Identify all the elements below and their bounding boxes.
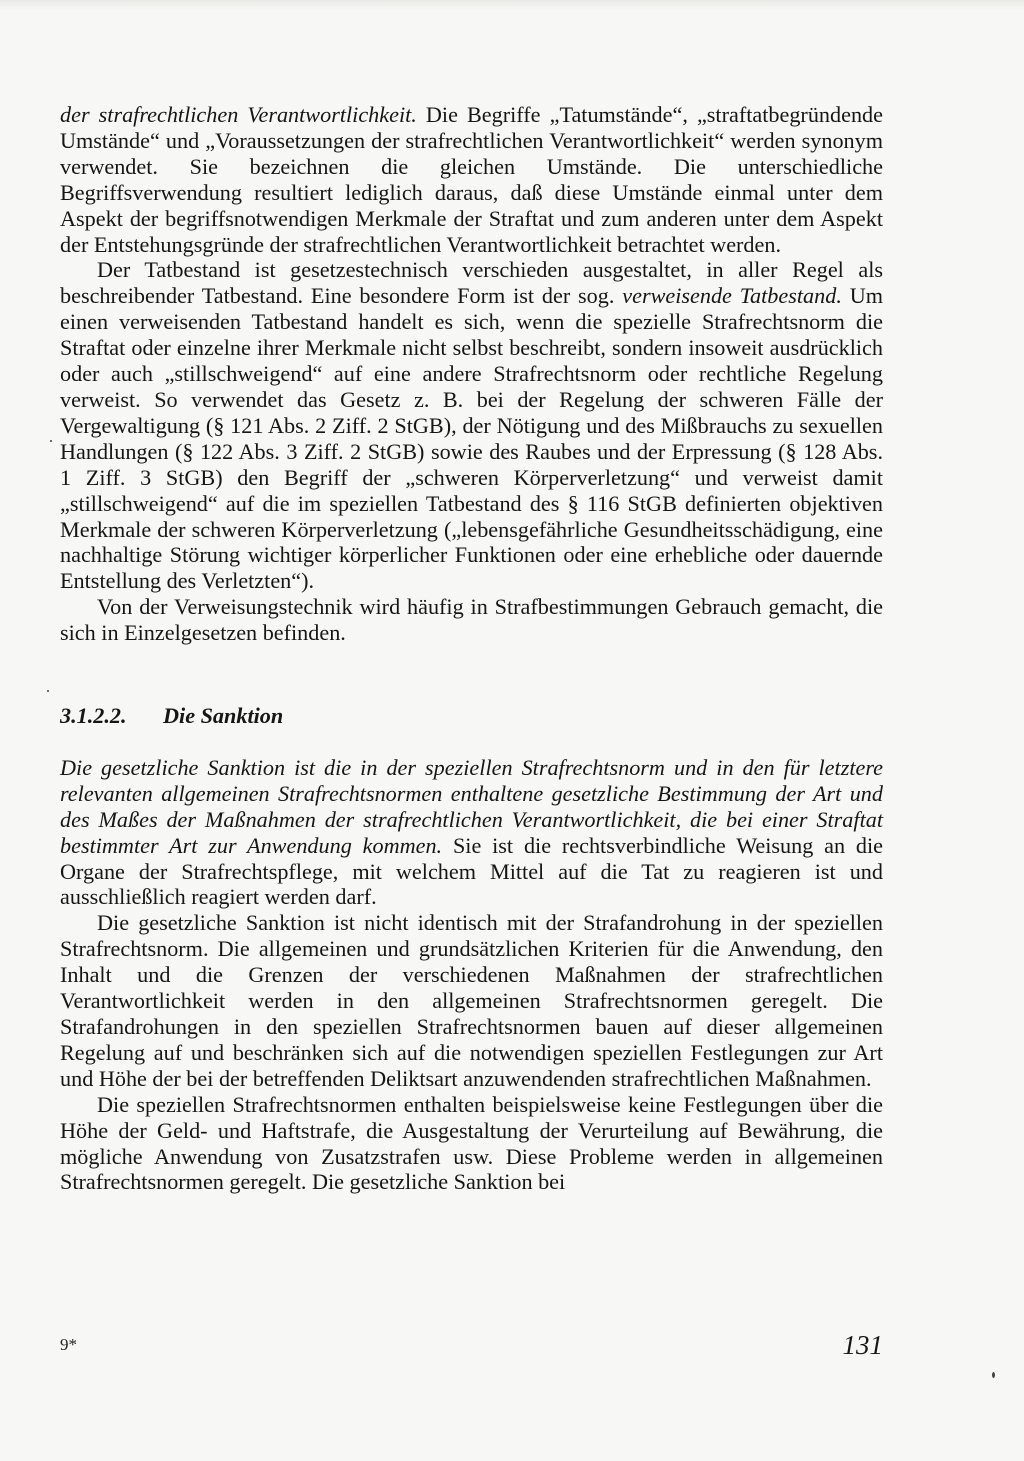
definition-text: Die gesetzliche Sanktion ist die in der speziellen Strafrechtsnorm und in den für letztere relevanten allgemeinen Strafrechtsnormen enthaltene gesetzliche Bestimmung der Art und des Maßes der Maßnahmen der strafrechtlichen Verantwortlichkeit, die bei einer Straftat bestimmter Art zur Anwendung kommen.: [60, 754, 883, 858]
paragraph-1: [60, 102, 883, 257]
scan-speck: [992, 1372, 995, 1378]
paragraph-2-text-b: Um einen verweisenden Tatbestand handelt es sich, wenn die spezielle Strafrechtsnorm die Straftat oder einzelne ihrer Merkmale nicht selbst beschreibt, sondern insoweit ausdrücklich oder auch „stillschweigend“ auf eine andere Strafrechtsnorm oder rechtliche Regelung verweist. So verwendet das Gesetz z. B. bei der Regelung der schweren Fälle der Vergewaltigung (§ 121 Abs. 2 Ziff. 2 StGB), der Nötigung und des Mißbrauchs zu sexuellen Handlungen (§ 122 Abs. 3 Ziff. 2 StGB) sowie des Raubes und der Erpressung (§ 128 Abs. 1 Ziff. 3 StGB) den Begriff der „schweren Körperverletzung“ und verweist damit „stillschweigend“ auf die im speziellen Tatbestand des § 116 StGB definierten objektiven Merkmale der schweren Körperverletzung („lebensgefährliche Gesundheitsschädigung, eine nachhaltige Störung wichtiger körperlicher Funktionen oder eine erhebliche oder dauernde Entstellung des Verletzten“).: [60, 283, 883, 594]
page-number: 131: [842, 1330, 883, 1360]
paragraph-4: [60, 755, 883, 910]
spacer: [60, 729, 883, 755]
paragraph-1-text: Die Begriffe „Tatumstände“, „straftatbegründende Umstände“ und „Voraussetzungen der strafrechtlichen Verantwortlichkeit“ werden synonym verwendet. Sie bezeichnen die gleichen Umstände. Die unterschiedliche Begriffsverwendung resultiert lediglich daraus, daß diese Umstände einmal unter dem Aspekt der begriffsnotwendigen Merkmale der Straftat und zum anderen unter dem Aspekt der Entstehungsgründe der strafrechtlichen Verantwortlichkeit betrachtet werden.: [60, 102, 883, 257]
paragraph-3: Von der Verweisungstechnik wird häufig in Strafbestimmungen Gebrauch gemacht, die sich in Einzelgesetzen befinden.: [60, 594, 883, 646]
spacer: [60, 646, 883, 703]
paragraph-2: [60, 257, 883, 594]
page-body: [60, 102, 883, 1195]
paragraph-2-text-a: Der Tatbestand ist gesetzestechnisch verschieden ausgestaltet, in aller Regel als beschreibender Tatbestand. Eine besondere Form ist der sog.: [60, 257, 883, 309]
paragraph-6: Die speziellen Strafrechtsnormen enthalten beispielsweise keine Festlegungen über die Höhe der Geld- und Haftstrafe, die Ausgestaltung der Verurteilung auf Bewährung, die mögliche Anwendung von Zusatzstrafen usw. Diese Probleme werden in allgemeinen Strafrechtsnormen geregelt. Die gesetzliche Sanktion bei: [60, 1091, 883, 1195]
signature-mark: 9*: [60, 1335, 77, 1354]
paragraph-2-emphasis: verweisende Tatbestand.: [622, 283, 842, 309]
section-number: 3.1.2.2.: [60, 703, 127, 729]
scan-edge: [0, 0, 1024, 10]
section-title: Die Sanktion: [163, 703, 284, 729]
section-heading: [60, 703, 883, 729]
scan-speck: [47, 690, 49, 692]
paragraph-4-text: Sie ist die rechtsverbindliche Weisung an die Organe der Strafrechtspflege, mit welchem Mittel auf die Tat zu reagieren ist und ausschließlich reagiert werden darf.: [60, 832, 884, 910]
paragraph-1-emphasis: der strafrechtlichen Verantwortlichkeit.: [60, 102, 417, 127]
scan-speck: [50, 440, 52, 442]
paragraph-5: Die gesetzliche Sanktion ist nicht identisch mit der Strafandrohung in der speziellen Strafrechtsnorm. Die allgemeinen und grundsätzlichen Kriterien für die Anwendung, den Inhalt und die Grenzen der verschiedenen Maßnahmen der strafrechtlichen Verantwortlichkeit werden in den allgemeinen Strafrechtsnormen geregelt. Die Strafandrohungen in den speziellen Strafrechtsnormen bauen auf dieser allgemeinen Regelung auf und beschränken sich auf die notwendigen speziellen Festlegungen zur Art und Höhe der bei der betreffenden Deliktsart anzuwendenden strafrechtlichen Maßnahmen.: [60, 910, 883, 1091]
